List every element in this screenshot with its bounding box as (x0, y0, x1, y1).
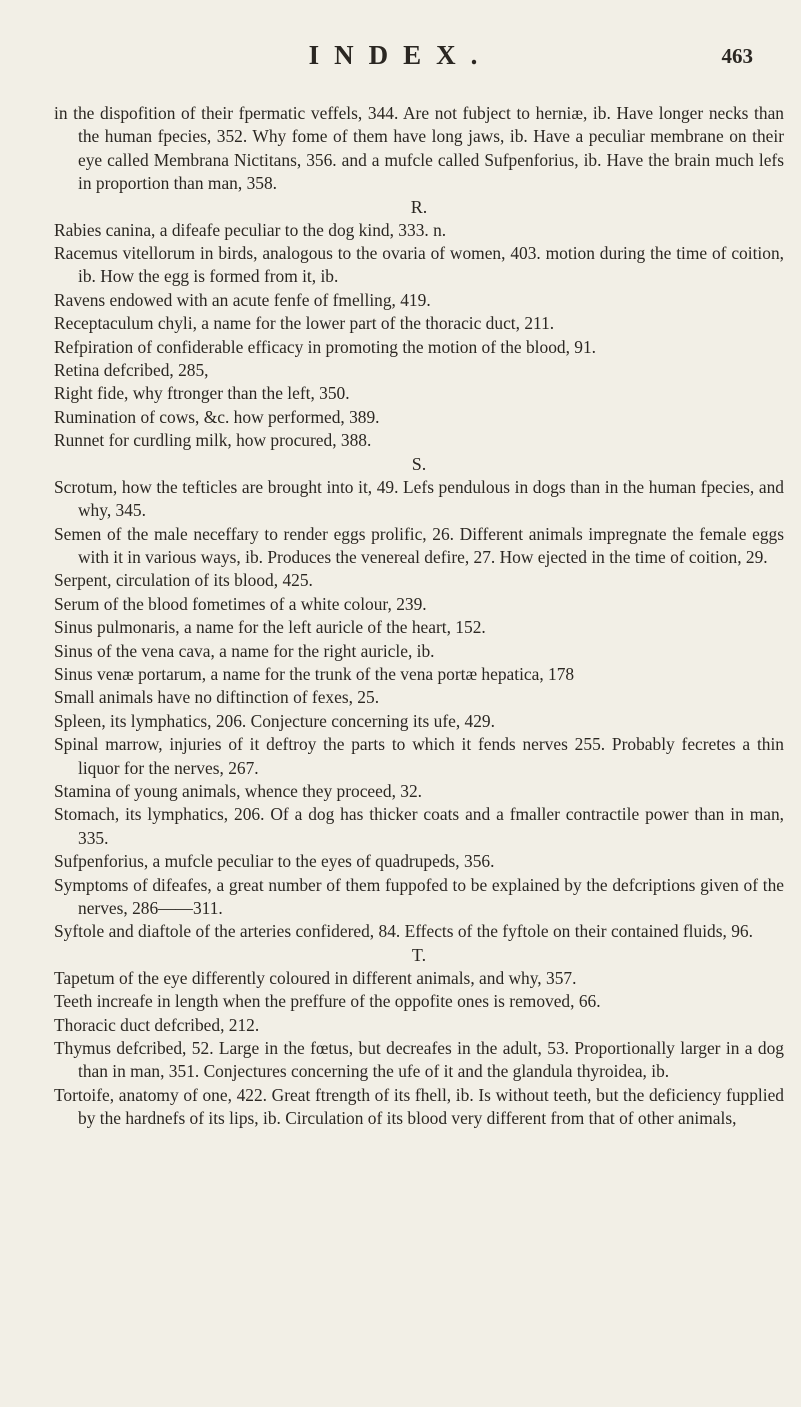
index-entry: Retina defcribed, 285, (54, 360, 209, 381)
index-entry: Scrotum, how the tefticles are brought into it, 49. Lefs pendulous in dogs than in the human fpecies, and why, 345. (54, 476, 784, 521)
index-entry: Small animals have no diftinction of fexes, 25. (54, 687, 380, 708)
index-body (54, 102, 784, 1131)
index-entry: Symptoms of difeafes, a great number of them fuppofed to be explained by the defcriptions given of the nerves, 286——311. (54, 874, 784, 918)
page-number: 463 (721, 44, 753, 68)
index-entry: Serum of the blood fometimes of a white colour, 239. (54, 593, 427, 614)
index-entry: Runnet for curdling milk, how procured, 388. (54, 430, 372, 451)
index-entry: Rabies canina, a difeafe peculiar to the dog kind, 333. n. (54, 219, 447, 240)
section-letter: S. (411, 453, 427, 474)
index-entry: Sinus of the vena cava, a name for the right auricle, ib. (54, 640, 435, 661)
page-header (0, 40, 801, 80)
index-entry: Sinus venæ portarum, a name for the trunk of the vena portæ hepatica, 178 (54, 663, 575, 684)
index-entry: Tapetum of the eye differently coloured in different animals, and why, 357. (54, 967, 577, 988)
index-entry: Refpiration of confiderable efficacy in promoting the motion of the blood, 91. (54, 336, 597, 357)
index-entry: Thoracic duct defcribed, 212. (54, 1014, 260, 1035)
index-entry: Racemus vitellorum in birds, analogous to the ovaria of women, 403. motion during the time of coition, ib. How the egg is formed from it, ib. (54, 243, 784, 287)
index-entry: Sinus pulmonaris, a name for the left auricle of the heart, 152. (54, 617, 486, 638)
index-entry: Spinal marrow, injuries of it deftroy the parts to which it fends nerves 255. Probably fecretes a thin liquor for the nerves, 267. (54, 734, 784, 778)
index-entry: Semen of the male neceffary to render eggs prolific, 26. Different animals impregnate the female eggs with it in various ways, ib. Produces the venereal defire, 27. How ejected in the time of coition, 29. (54, 523, 784, 567)
index-entry: Ravens endowed with an acute fenfe of fmelling, 419. (54, 289, 431, 310)
index-entry: Stomach, its lymphatics, 206. Of a dog has thicker coats and a fmaller contractile power than in man, 335. (54, 804, 784, 848)
index-entry: Rumination of cows, &c. how performed, 389. (54, 406, 380, 427)
index-entry: Spleen, its lymphatics, 206. Conjecture concerning its ufe, 429. (54, 710, 495, 731)
index-entry: Receptaculum chyli, a name for the lower part of the thoracic duct, 211. (54, 313, 555, 334)
index-entry: Stamina of young animals, whence they proceed, 32. (54, 780, 422, 801)
index-entry: Thymus defcribed, 52. Large in the fœtus, but decreafes in the adult, 53. Proportionally larger in a dog than in man, 351. Conjectures concerning the ufe of it and the glandula thyroidea, ib. (54, 1038, 784, 1082)
index-entry: Right fide, why ftronger than the left, 350. (54, 383, 350, 404)
index-entry: Serpent, circulation of its blood, 425. (54, 570, 313, 591)
index-entry: Syftole and diaftole of the arteries confidered, 84. Effects of the fyftole on their contained fluids, 96. (54, 921, 753, 942)
index-entry: Sufpenforius, a mufcle peculiar to the eyes of quadrupeds, 356. (54, 851, 495, 872)
section-letter: R. (410, 196, 428, 217)
running-title: INDEX. (308, 40, 493, 70)
index-entry: Tortoife, anatomy of one, 422. Great ftrength of its fhell, ib. Is without teeth, but the deficiency fupplied by the hardnefs of its lips, ib. Circulation of its blood very different from that of other animals, (54, 1084, 784, 1129)
index-entry: Teeth increafe in length when the preffure of the oppofite ones is removed, 66. (54, 991, 601, 1012)
index-entry: in the dispofition of their fpermatic veffels, 344. Are not fubject to herniæ, ib. Have longer necks than the human fpecies, 352. Why fome of them have long jaws, ib. Have a peculiar membrane on their eye called Membrana Nictitans, 356. and a mufcle called Sufpenforius, ib. Have the brain much lefs in proportion than man, 358. (54, 103, 784, 194)
section-letter: T. (411, 944, 427, 965)
